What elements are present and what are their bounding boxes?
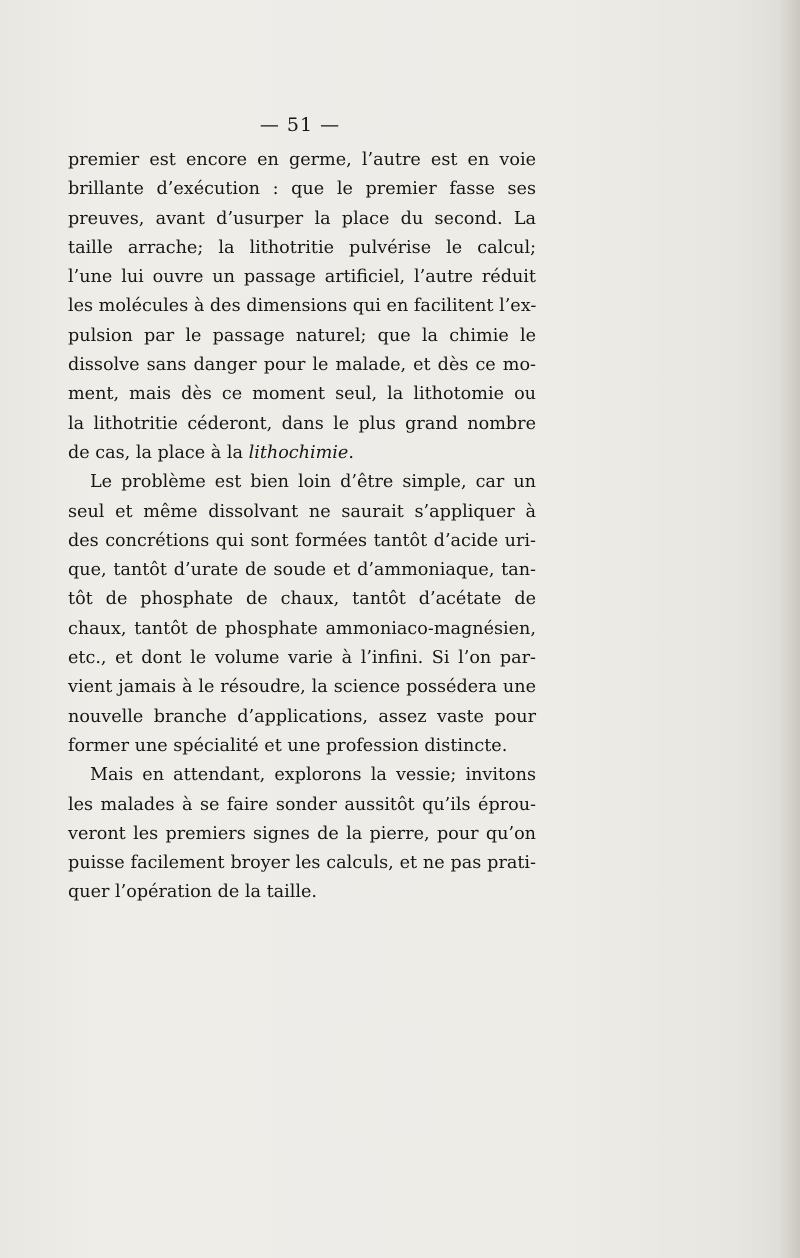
text-line: puisse facilement broyer les calculs, et ne pas prati- — [68, 853, 536, 874]
text-line: dissolve sans danger pour le malade, et dès ce mo- — [68, 355, 536, 376]
text-line: vient jamais à le résoudre, la science possédera une — [68, 677, 536, 698]
page-edge-shadow — [778, 0, 800, 1258]
text-line: brillante d’exécution : que le premier fasse ses — [68, 179, 536, 200]
text-line: seul et même dissolvant ne saurait s’appliquer à — [68, 501, 536, 522]
text-run: . — [348, 442, 354, 463]
text-line: taille arrache; la lithotritie pulvérise le calcul; — [68, 237, 536, 258]
text-line: la lithotritie céderont, dans le plus grand nombre — [68, 413, 536, 434]
text-line: Mais en attendant, explorons la vessie; invitons — [90, 765, 536, 786]
text-line: quer l’opération de la taille. — [68, 882, 318, 903]
text-line: nouvelle branche d’applications, assez vaste pour — [68, 706, 536, 727]
text-line: tôt de phosphate de chaux, tantôt d’acétate de — [68, 589, 536, 610]
text-line: pulsion par le passage naturel; que la chimie le — [68, 325, 536, 346]
text-line: Le problème est bien loin d’être simple, car un — [90, 472, 536, 493]
text-run: de cas, la place à la — [68, 442, 249, 463]
text-line: que, tantôt d’urate de soude et d’ammoniaque, tan- — [68, 560, 536, 581]
body-text — [68, 146, 536, 908]
text-line: chaux, tantôt de phosphate ammoniaco-magnésien, — [68, 618, 536, 639]
text-line: l’une lui ouvre un passage artificiel, l’autre réduit — [68, 267, 536, 288]
text-line: preuves, avant d’usurper la place du second. La — [68, 208, 536, 229]
page-number: — 51 — — [259, 114, 341, 136]
text-line: les molécules à des dimensions qui en facilitent l’ex- — [68, 296, 537, 317]
italic-term: lithochimie — [248, 442, 349, 463]
text-line: premier est encore en germe, l’autre est en voie — [68, 150, 536, 170]
text-line: veront les premiers signes de la pierre, pour qu’on — [68, 823, 536, 844]
text-line: les malades à se faire sonder aussitôt qu’ils éprou- — [68, 794, 536, 815]
text-line — [68, 439, 536, 468]
text-line: des concrétions qui sont formées tantôt d’acide uri- — [68, 530, 536, 551]
text-line: former une spécialité et une profession distincte. — [68, 735, 508, 756]
text-line: etc., et dont le volume varie à l’infini. Si l’on par- — [68, 648, 536, 669]
text-line: ment, mais dès ce moment seul, la lithotomie ou — [68, 384, 536, 405]
